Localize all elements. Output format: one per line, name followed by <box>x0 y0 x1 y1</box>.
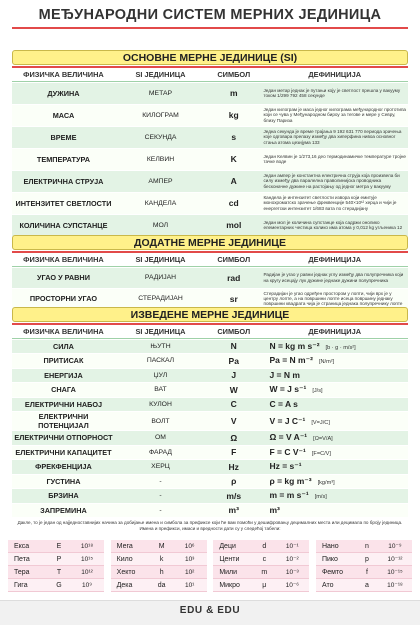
basic-units-section <box>12 50 408 237</box>
prefix-power: 10⁹ <box>81 581 92 589</box>
symbol-cell: sr <box>206 289 261 309</box>
formula-text: J = N m <box>269 370 300 381</box>
prefix-note: Дакле, то је један од најједноставнијих начина за добијање имена и симбола за префиксе који ће вам помоћи у дешифровању децималних места или децимала по броју јединица. Имена и префикси, имаси и вредности дати су у следећој табели: <box>17 520 403 531</box>
symbol-cell: N <box>206 340 261 354</box>
quantity-cell: БРЗИНА <box>12 489 115 503</box>
unit-cell: ПАСКАЛ <box>115 354 206 368</box>
prefix-row <box>316 566 412 579</box>
title-divider <box>12 27 408 29</box>
definition-cell: Један мол је количина супстанце која садржи онолико елементарних честица колико има атома у 0,012 kg угљеника 12 <box>261 215 408 236</box>
prefix-symbol: E <box>56 542 62 550</box>
basic-units-heading: ОСНОВНЕ МЕРНЕ ЈЕДИНИЦЕ (SI) <box>12 50 408 65</box>
table-row <box>12 431 408 445</box>
prefix-symbol: da <box>157 581 166 589</box>
unit-cell: - <box>115 504 206 518</box>
prefix-column <box>213 540 309 592</box>
prefix-symbol: k <box>159 555 164 563</box>
prefix-row <box>316 553 412 566</box>
quantity-cell: ГУСТИНА <box>12 475 115 489</box>
prefix-name: Хекто <box>116 568 136 576</box>
column-header-unit: SI ЈЕДИНИЦА <box>115 254 206 267</box>
prefix-symbol: n <box>365 542 369 550</box>
derived-units-section <box>12 307 408 518</box>
unit-cell: СТЕРАДИЈАН <box>115 289 206 309</box>
prefix-power: 10⁶ <box>184 542 195 550</box>
definition-cell: Један Келвин је 1/273,16 део термодинамичке температуре тројне тачке воде <box>261 149 408 170</box>
formula-text: C = A s <box>269 399 298 410</box>
definition-cell <box>261 431 408 445</box>
quantity-cell: ИНТЕНЗИТЕТ СВЕТЛОСТИ <box>12 193 115 214</box>
prefix-row <box>316 579 412 592</box>
symbol-cell: C <box>206 398 261 412</box>
symbol-cell: V <box>206 412 261 430</box>
table-row <box>12 127 408 148</box>
table-row <box>12 446 408 460</box>
prefix-row <box>111 579 207 592</box>
quantity-cell: КОЛИЧИНА СУПСТАНЦЕ <box>12 215 115 236</box>
symbol-cell: Pa <box>206 354 261 368</box>
prefix-name: Мили <box>219 568 238 576</box>
quantity-cell: ЕЛЕКТРИЧНИ ОТПОРНОСТ <box>12 431 115 445</box>
unit-cell: ОМ <box>115 431 206 445</box>
prefix-name: Ато <box>321 581 334 589</box>
definition-cell: Кандела је интензитет светлости извора који емитује монохроматско зрачење фреквенције 540×10¹² херца и чији је енергетски интензитет 1/683 вата по стерадијану <box>261 193 408 214</box>
table-row <box>12 489 408 503</box>
definition-cell <box>261 504 408 518</box>
definition-cell <box>261 340 408 354</box>
symbol-cell: W <box>206 383 261 397</box>
unit-cell: ВАТ <box>115 383 206 397</box>
prefix-row <box>111 566 207 579</box>
column-header-symbol: СИМБОЛ <box>206 254 261 267</box>
symbol-cell: m/s <box>206 489 261 503</box>
column-header-definition: ДЕФИНИЦИЈА <box>261 69 408 82</box>
prefix-name: Микро <box>219 581 240 589</box>
prefix-power: 10¹⁵ <box>80 555 94 563</box>
symbol-cell: K <box>206 149 261 170</box>
symbol-cell: s <box>206 127 261 148</box>
formula-text: V = J C⁻¹ <box>269 415 306 426</box>
prefix-name: Екса <box>14 542 30 550</box>
table-row <box>12 83 408 104</box>
unit-cell: - <box>115 475 206 489</box>
dimension-text: [F=C/V] <box>311 450 331 457</box>
quantity-cell: ТЕМПЕРАТУРА <box>12 149 115 170</box>
symbol-cell: mol <box>206 215 261 236</box>
supplementary-units-body <box>12 268 408 309</box>
prefix-column <box>8 540 104 592</box>
formula-text: ρ = kg m⁻³ <box>269 475 312 486</box>
prefix-power: 10¹² <box>81 568 93 576</box>
prefix-name: Тера <box>14 568 30 576</box>
prefix-power: 10⁻³ <box>285 569 299 576</box>
quantity-cell: УГАО У РАВНИ <box>12 268 115 288</box>
quantity-cell: ПРИТИСАК <box>12 354 115 368</box>
formula-text: W = J s⁻¹ <box>269 384 307 395</box>
column-header-quantity: ФИЗИЧКА ВЕЛИЧИНА <box>12 254 115 267</box>
quantity-cell: ДУЖИНА <box>12 83 115 104</box>
derived-units-table <box>12 325 408 519</box>
table-row <box>12 460 408 474</box>
prefix-power: 10⁻⁹ <box>388 543 402 550</box>
symbol-cell: rad <box>206 268 261 288</box>
definition-cell <box>261 460 408 474</box>
prefix-column <box>111 540 207 592</box>
unit-cell: - <box>115 489 206 503</box>
quantity-cell: СИЛА <box>12 340 115 354</box>
formula-text: N = kg m s⁻² <box>269 340 320 351</box>
prefix-symbol: T <box>56 568 62 576</box>
column-header-symbol: СИМБОЛ <box>206 69 261 82</box>
table-row <box>12 383 408 397</box>
prefix-symbol: c <box>262 555 267 563</box>
dimension-text: [b · g · m/s²] <box>325 344 356 351</box>
symbol-cell: Hz <box>206 460 261 474</box>
unit-cell: ЏУЛ <box>115 369 206 383</box>
prefix-row <box>8 553 104 566</box>
unit-cell: ХЕРЦ <box>115 460 206 474</box>
table-row <box>12 149 408 170</box>
definition-cell <box>261 398 408 412</box>
prefix-row <box>213 540 309 553</box>
prefix-row <box>213 553 309 566</box>
basic-units-body <box>12 83 408 236</box>
symbol-cell: cd <box>206 193 261 214</box>
table-row <box>12 215 408 236</box>
quantity-cell: ЕЛЕКТРИЧНИ НАБОЈ <box>12 398 115 412</box>
definition-cell <box>261 412 408 430</box>
derived-units-heading: ИЗВЕДЕНЕ МЕРНЕ ЈЕДИНИЦЕ <box>12 307 408 322</box>
formula-text: m³ <box>269 505 280 516</box>
symbol-cell: F <box>206 446 261 460</box>
prefix-power: 10³ <box>184 555 195 563</box>
unit-cell: ФАРАД <box>115 446 206 460</box>
table-row <box>12 398 408 412</box>
quantity-cell: ВРЕМЕ <box>12 127 115 148</box>
column-header-definition: ДЕФИНИЦИЈА <box>261 326 408 339</box>
symbol-cell: A <box>206 171 261 192</box>
prefix-power: 10⁻¹⁸ <box>387 582 403 589</box>
definition-cell <box>261 475 408 489</box>
prefix-column <box>316 540 412 592</box>
definition-cell <box>261 354 408 368</box>
formula-text: Hz = s⁻¹ <box>269 461 302 472</box>
formula-text: F = C V⁻¹ <box>269 446 306 457</box>
formula-text: Pa = N m⁻² <box>269 355 313 366</box>
definition-cell: Радијан је угао у равни једнак углу између два полупречника који на кругу исецају лук дужине једнаке дужини полупречника <box>261 268 408 288</box>
column-header-definition: ДЕФИНИЦИЈА <box>261 254 408 267</box>
quantity-cell: СНАГА <box>12 383 115 397</box>
symbol-cell: m³ <box>206 504 261 518</box>
prefix-symbol: f <box>365 568 368 576</box>
supplementary-units-table <box>12 253 408 310</box>
unit-cell: ВОЛТ <box>115 412 206 430</box>
prefix-name: Гига <box>14 581 28 589</box>
prefix-name: Дека <box>116 581 133 589</box>
symbol-cell: Ω <box>206 431 261 445</box>
prefix-row <box>316 540 412 553</box>
prefix-symbol: d <box>262 542 267 550</box>
prefix-row <box>111 540 207 553</box>
dimension-text: [m/s] <box>314 494 327 501</box>
prefix-power: 10⁻¹⁵ <box>387 569 403 576</box>
supplementary-units-section <box>12 235 408 310</box>
unit-cell: АМПЕР <box>115 171 206 192</box>
table-row <box>12 171 408 192</box>
prefix-power: 10² <box>184 568 195 576</box>
unit-cell: ЊУТН <box>115 340 206 354</box>
definition-cell: Један метар једнак је путањи коју је светлост прешла у вакууму током 1/299 792 458 секунде <box>261 83 408 104</box>
publisher-logo: EDU & EDU <box>179 605 241 616</box>
prefix-power: 10⁻¹² <box>387 556 403 563</box>
prefix-name: Пико <box>321 555 338 563</box>
prefix-name: Пета <box>14 555 30 563</box>
prefix-row <box>8 566 104 579</box>
prefix-name: Деци <box>219 542 236 550</box>
prefix-symbol: h <box>159 568 164 576</box>
quantity-cell: ЗАПРЕМИНА <box>12 504 115 518</box>
symbol-cell: kg <box>206 105 261 126</box>
unit-cell: КЕЛВИН <box>115 149 206 170</box>
prefix-row <box>8 540 104 553</box>
table-row <box>12 193 408 214</box>
column-header-symbol: СИМБОЛ <box>206 326 261 339</box>
prefix-power: 10⁻² <box>285 556 299 563</box>
quantity-cell: ПРОСТОРНИ УГАО <box>12 289 115 309</box>
prefix-row <box>213 579 309 592</box>
formula-text: m = m s⁻¹ <box>269 490 309 501</box>
unit-cell: КУЛОН <box>115 398 206 412</box>
prefix-name: Центи <box>219 555 240 563</box>
prefix-symbol: m <box>261 568 268 576</box>
quantity-cell: ЕЛЕКТРИЧНА СТРУЈА <box>12 171 115 192</box>
table-row <box>12 475 408 489</box>
prefix-power: 10¹⁸ <box>80 542 94 550</box>
table-row <box>12 504 408 518</box>
column-header-quantity: ФИЗИЧКА ВЕЛИЧИНА <box>12 69 115 82</box>
unit-cell: МЕТАР <box>115 83 206 104</box>
definition-cell: Један килограм је маса једног килограма међународног прототипа који се чува у Међународном бироу за тегове и мере у Севру, близу Париза <box>261 105 408 126</box>
column-header-unit: SI ЈЕДИНИЦА <box>115 69 206 82</box>
symbol-cell: m <box>206 83 261 104</box>
definition-cell <box>261 383 408 397</box>
table-row <box>12 354 408 368</box>
prefix-symbol: G <box>56 581 62 589</box>
prefix-symbol: M <box>158 542 165 550</box>
quantity-cell: ЕНЕРГИЈА <box>12 369 115 383</box>
prefix-symbol: μ <box>262 581 267 589</box>
page-title: МЕЂУНАРОДНИ СИСТЕМ МЕРНИХ ЈЕДИНИЦА <box>38 7 382 23</box>
column-header-unit: SI ЈЕДИНИЦА <box>115 326 206 339</box>
dimension-text: [N/m²] <box>318 359 335 366</box>
dimension-text: [kg/m³] <box>317 479 335 486</box>
prefix-table <box>8 540 412 592</box>
symbol-cell: J <box>206 369 261 383</box>
definition-cell <box>261 489 408 503</box>
table-row <box>12 412 408 430</box>
quantity-cell: ЕЛЕКТРИЧНИ ПОТЕНЦИЈАЛ <box>12 412 115 430</box>
definition-cell <box>261 369 408 383</box>
unit-cell: КИЛОГРАМ <box>115 105 206 126</box>
symbol-cell: ρ <box>206 475 261 489</box>
table-row <box>12 268 408 288</box>
table-row <box>12 340 408 354</box>
prefix-row <box>8 579 104 592</box>
unit-cell: СЕКУНДА <box>115 127 206 148</box>
prefix-power: 10¹ <box>184 581 195 589</box>
column-header-quantity: ФИЗИЧКА ВЕЛИЧИНА <box>12 326 115 339</box>
prefix-symbol: p <box>365 555 369 563</box>
definition-cell <box>261 446 408 460</box>
unit-cell: МОЛ <box>115 215 206 236</box>
prefix-symbol: P <box>56 555 62 563</box>
prefix-name: Фемто <box>321 568 344 576</box>
quantity-cell: МАСА <box>12 105 115 126</box>
definition-cell: Једна секунда је време трајања 9 192 631 770 периода зрачења које одговара прелазу између два хиперфина нивоа основног стања атома цезијума 133 <box>261 127 408 148</box>
prefix-name: Кило <box>116 555 133 563</box>
prefix-name: Мега <box>116 542 133 550</box>
formula-text: Ω = V A⁻¹ <box>269 432 308 443</box>
dimension-text: [Ω=V/A] <box>313 436 333 443</box>
definition-cell: Један ампер је константна електрична струја која произвела би силу између два паралелна праволинијска проводника бесконачне дужине на растојању од једног метра у вакууму <box>261 171 408 192</box>
quantity-cell: ЕЛЕКТРИЧНИ КАПАЦИТЕТ <box>12 446 115 460</box>
derived-units-body <box>12 340 408 518</box>
definition-cell: Стерадијан је угао одређен простором у лопти, чији врх је у центру лопте, а на површини лопте исеца површину једнаку површини квадрата чија је страница једнака полупречнику лопте <box>261 289 408 309</box>
prefix-power: 10⁻⁶ <box>285 582 299 589</box>
prefix-power: 10⁻¹ <box>285 543 299 550</box>
prefix-row <box>213 566 309 579</box>
dimension-text: [V=J/C] <box>311 419 330 426</box>
dimension-text: [J/s] <box>312 388 323 395</box>
unit-cell: КАНДЕЛА <box>115 193 206 214</box>
basic-units-table <box>12 68 408 237</box>
table-row <box>12 105 408 126</box>
table-row <box>12 369 408 383</box>
table-row <box>12 289 408 309</box>
supplementary-units-heading: ДОДАТНЕ МЕРНЕ ЈЕДИНИЦЕ <box>12 235 408 250</box>
prefix-name: Нано <box>321 542 339 550</box>
quantity-cell: ФРЕКФЕНЦИЈА <box>12 460 115 474</box>
prefix-symbol: a <box>365 581 369 589</box>
unit-cell: РАДИЈАН <box>115 268 206 288</box>
prefix-row <box>111 553 207 566</box>
